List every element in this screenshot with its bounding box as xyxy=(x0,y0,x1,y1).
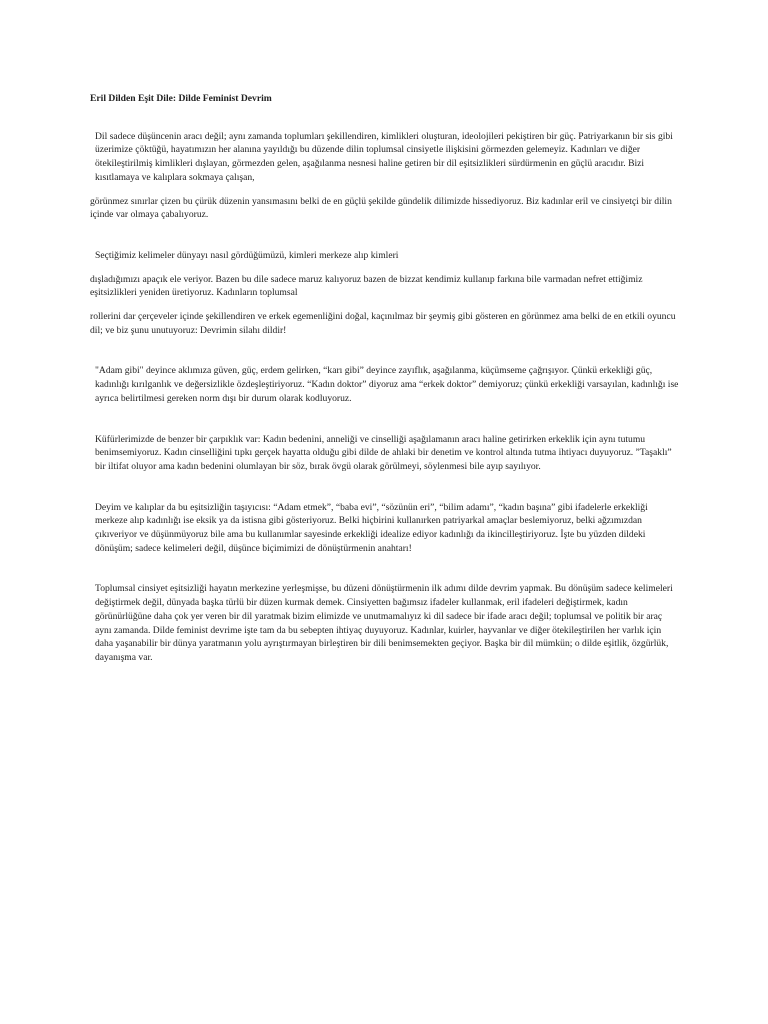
paragraph-5: rollerini dar çerçeveler içinde şekillendiren ve erkek egemenliğini doğal, kaçınılmaz bir şeymiş gibi gösteren en görünmez ama belki de en etkili oyuncu dil; ve biz şunu unutuyoruz: Devrimin silahı dildir! xyxy=(90,311,676,336)
paragraph-1: Dil sadece düşüncenin aracı değil; aynı zamanda toplumları şekillendiren, kimlikleri oluşturan, ideolojileri pekiştiren bir güç. Patriyarkanın bir sis gibi üzerimize çöktüğü, hayatımızın her alanına yayıldığı bu düzende dilin toplumsal cinsiyetle ilişkisini görmezden gelemeyiz. Kadınları ve diğer ötekileştirilmiş kimlikleri dışlayan, görmezden gelen, aşağılanma nesnesi haline getiren bir dil eşitsizlikleri sürdürmenin en güçlü aracıdır. Bizi kısıtlamaya ve kalıplara sokmaya çalışan, xyxy=(95,130,673,183)
paragraph-6: "Adam gibi" deyince aklımıza güven, güç, erdem gelirken, “karı gibi” deyince zayıflık, aşağılanma, küçümseme çağrışıyor. Çünkü erkekliği güç, kadınlığı kırılganlık ve değersizlikle özdeşleştiriyoruz. “Kadın doktor” diyoruz ama “erkek doktor” demiyoruz; çünkü erkekliği varsayılan, kadınlığı ise ayrıca belirtilmesi gereken norm dışı bir durum olarak kodluyoruz. xyxy=(95,365,679,404)
document-body xyxy=(90,92,680,665)
paragraph-4: dışladığımızı apaçık ele veriyor. Bazen bu dile sadece maruz kalıyoruz bazen de bizzat kendimiz kullanıp farkına bile varmadan nefret ettiğimiz eşitsizlikleri yeniden üretiyoruz. Kadınların toplumsal xyxy=(90,273,643,299)
paragraph-7: Küfürlerimizde de benzer bir çarpıklık var: Kadın bedenini, anneliği ve cinselliği aşağılamanın aracı haline getirirken erkeklik için aynı tutumu benimsemiyoruz. Kadın cinselliğini tıpkı gerçek hayatta olduğu gibi dilde de ahlaki bir denetim ve kontrol altında tutma ihtiyacı duyuyoruz. ”Taşaklı” bir iltifat oluyor ama kadın bedenini olumlayan bir söz, bırak övgü olarak görülmeyi, söylenmesi bile ayıp sayılıyor. xyxy=(95,433,672,472)
paragraph-2: görünmez sınırlar çizen bu çürük düzenin yansımasını belki de en güçlü şekilde gündelik dilimizde hissediyoruz. Biz kadınlar eril ve cinsiyetçi bir dilin içinde var olmaya çabalıyoruz. xyxy=(90,195,672,221)
paragraph-3: Seçtiğimiz kelimeler dünyayı nasıl gördüğümüzü, kimleri merkeze alıp kimleri xyxy=(95,249,399,261)
paragraph-8: Deyim ve kalıplar da bu eşitsizliğin taşıyıcısı: “Adam etmek”, “baba evi”, “sözünün eri”, “bilim adamı”, “kadın başına” gibi ifadelerle erkekliği merkeze alıp kadınlığı ise eksik ya da istisna gibi gösteriyoruz. Belki hiçbirini kullanırken patriyarkal amaçlar beslemiyoruz, belki ağzımızdan çıkıveriyor ve düşünmüyoruz bile ama bu kullanımlar sayesinde erkekliği idealize ediyor kadınlığı da ikincilleştiriyoruz. İşte bu yüzden dildeki dönüşüm; sadece kelimeleri değil, düşünce biçimimizi de dönüştürmenin anahtarı! xyxy=(95,501,648,554)
document-title: Eril Dilden Eşit Dile: Dilde Feminist Devrim xyxy=(90,93,272,104)
paragraph-9: Toplumsal cinsiyet eşitsizliği hayatın merkezine yerleşmişse, bu düzeni dönüştürmenin ilk adımı dilde devrim yapmak. Bu dönüşüm sadece kelimeleri değiştirmek değil, dünyada başka türlü bir düzen kurmak demek. Cinsiyetten bağımsız ifadeler kullanmak, eril ifadeleri değiştirmek, kadın görünürlüğüne daha çok yer veren bir dil yaratmak bizim elimizde ve unutmamalıyız ki dil sadece bir ifade aracı değil; toplumsal ve politik bir araç aynı zamanda. Dilde feminist devrime işte tam da bu sebepten ihtiyaç duyuyoruz. Kadınlar, kuirler, hayvanlar ve diğer ötekileştirilen her varlık için daha yaşanabilir bir dünya yaratmanın yolu ayrıştırmayan birleştiren bir dili benimsemekten geçiyor. Başka bir dil mümkün; o dilde eşitlik, özgürlük, dayanışma var. xyxy=(95,583,673,663)
